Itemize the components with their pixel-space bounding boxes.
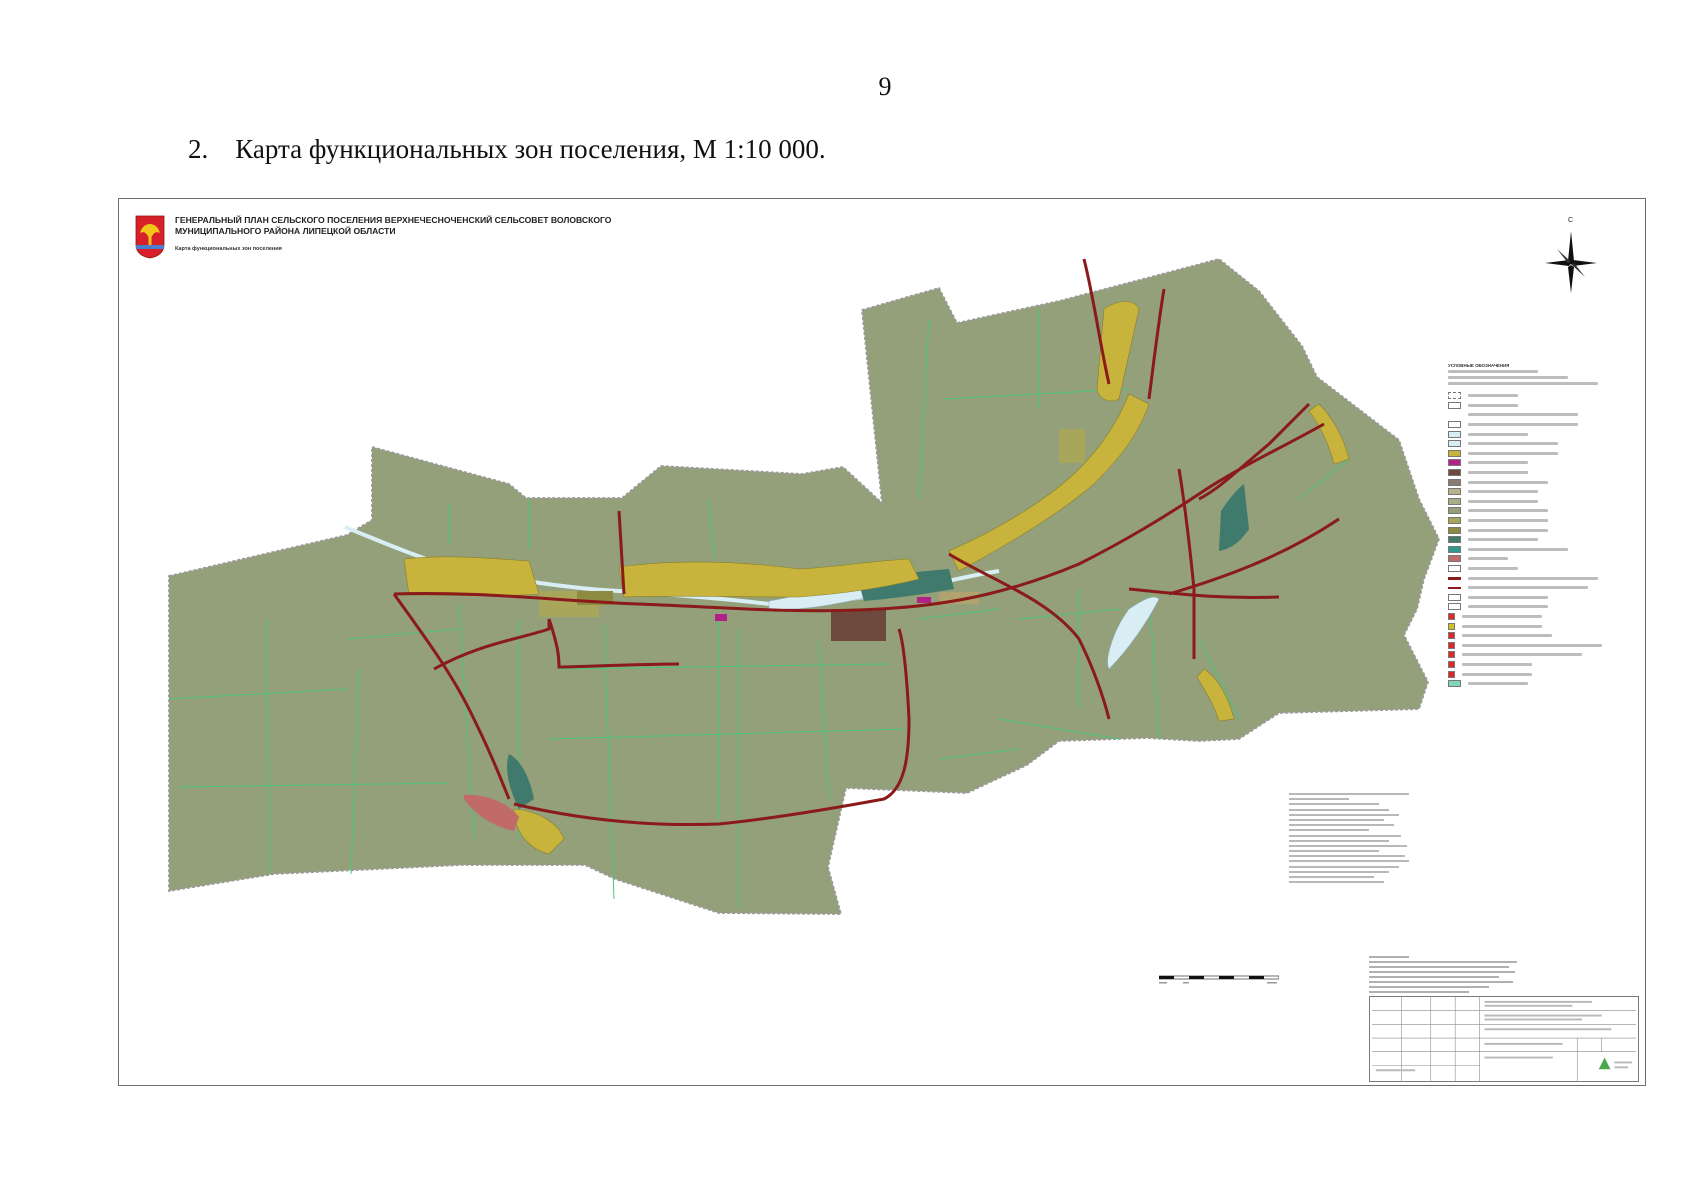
legend-swatch — [1448, 565, 1461, 572]
legend-swatch — [1448, 661, 1455, 668]
legend-row — [1448, 439, 1638, 449]
compass-icon — [1543, 227, 1599, 297]
map-subtitle: Карта функциональных зон поселения — [175, 246, 282, 252]
legend-row — [1448, 420, 1638, 430]
legend-swatch — [1448, 577, 1461, 580]
compass-north-label: С — [1568, 217, 1574, 224]
legend-swatch — [1448, 527, 1461, 534]
legend-row — [1448, 631, 1638, 641]
legend-swatch — [1448, 594, 1461, 601]
scale-bar-icon — [1159, 972, 1279, 986]
legend-swatch — [1448, 411, 1461, 418]
emblem-icon — [135, 215, 165, 259]
legend-swatch — [1448, 546, 1461, 553]
title-stamp — [1369, 956, 1639, 1086]
legend-row — [1448, 516, 1638, 526]
legend-swatch — [1448, 680, 1461, 687]
legend-swatch — [1448, 587, 1461, 589]
legend-row — [1448, 592, 1638, 602]
legend-swatch — [1448, 450, 1461, 457]
legend-row — [1448, 573, 1638, 583]
legend-row — [1448, 679, 1638, 689]
legend-row — [1448, 602, 1638, 612]
map-notes — [1289, 793, 1409, 886]
legend-swatch — [1448, 459, 1461, 466]
legend-swatch — [1448, 440, 1461, 447]
legend-row — [1448, 458, 1638, 468]
legend-row — [1448, 640, 1638, 650]
legend-swatch — [1448, 507, 1461, 514]
legend-swatch — [1448, 632, 1455, 639]
legend-swatch — [1448, 517, 1461, 524]
legend-row — [1448, 535, 1638, 545]
legend-row — [1448, 497, 1638, 507]
section-heading: 2. Карта функциональных зон поселения, М 1:10 000. — [188, 134, 826, 164]
legend-swatch — [1448, 555, 1461, 562]
functional-zones-map — [119, 199, 1645, 1085]
legend-row — [1448, 410, 1638, 420]
legend-row — [1448, 612, 1638, 622]
legend-row — [1448, 391, 1638, 401]
legend-swatch — [1448, 488, 1461, 495]
legend-row — [1448, 660, 1638, 670]
legend-swatch — [1448, 623, 1455, 630]
legend-row — [1448, 477, 1638, 487]
legend-swatch — [1448, 536, 1461, 543]
legend-row — [1448, 564, 1638, 574]
legend-swatch — [1448, 431, 1461, 438]
legend-swatch — [1448, 392, 1461, 399]
legend-row — [1448, 545, 1638, 555]
legend-row — [1448, 449, 1638, 459]
legend-swatch — [1448, 479, 1461, 486]
legend-row — [1448, 621, 1638, 631]
legend-swatch — [1448, 402, 1461, 409]
stamp-note — [1369, 956, 1519, 996]
legend-row — [1448, 506, 1638, 516]
legend-row — [1448, 429, 1638, 439]
legend-row — [1448, 525, 1638, 535]
legend-row — [1448, 669, 1638, 679]
map-legend — [1448, 364, 1638, 688]
legend-swatch — [1448, 603, 1461, 610]
legend-text-line — [1448, 382, 1598, 385]
legend-swatch — [1448, 498, 1461, 505]
legend-row — [1448, 554, 1638, 564]
legend-swatch — [1448, 671, 1455, 678]
legend-row — [1448, 468, 1638, 478]
legend-text-line — [1448, 376, 1568, 379]
legend-swatch — [1448, 469, 1461, 476]
legend-swatch — [1448, 421, 1461, 428]
legend-swatch — [1448, 651, 1455, 658]
legend-row — [1448, 650, 1638, 660]
map-title: ГЕНЕРАЛЬНЫЙ ПЛАН СЕЛЬСКОГО ПОСЕЛЕНИЯ ВЕРХНЕЧЕСНОЧЕНСКИЙ СЕЛЬСОВЕТ ВОЛОВСКОГО МУНИЦИПАЛЬНОГО РАЙОНА ЛИПЕЦКОЙ ОБЛАСТИ — [175, 215, 612, 236]
legend-row — [1448, 487, 1638, 497]
legend-text-line — [1448, 370, 1538, 373]
legend-row — [1448, 583, 1638, 593]
legend-swatch — [1448, 642, 1455, 649]
map-frame — [118, 198, 1646, 1086]
legend-swatch — [1448, 613, 1455, 620]
compass — [1543, 219, 1599, 297]
stamp-table — [1369, 996, 1639, 1082]
legend-heading: УСЛОВНЫЕ ОБОЗНАЧЕНИЯ — [1448, 363, 1510, 368]
page-number: 9 — [878, 72, 892, 101]
legend-row — [1448, 401, 1638, 411]
